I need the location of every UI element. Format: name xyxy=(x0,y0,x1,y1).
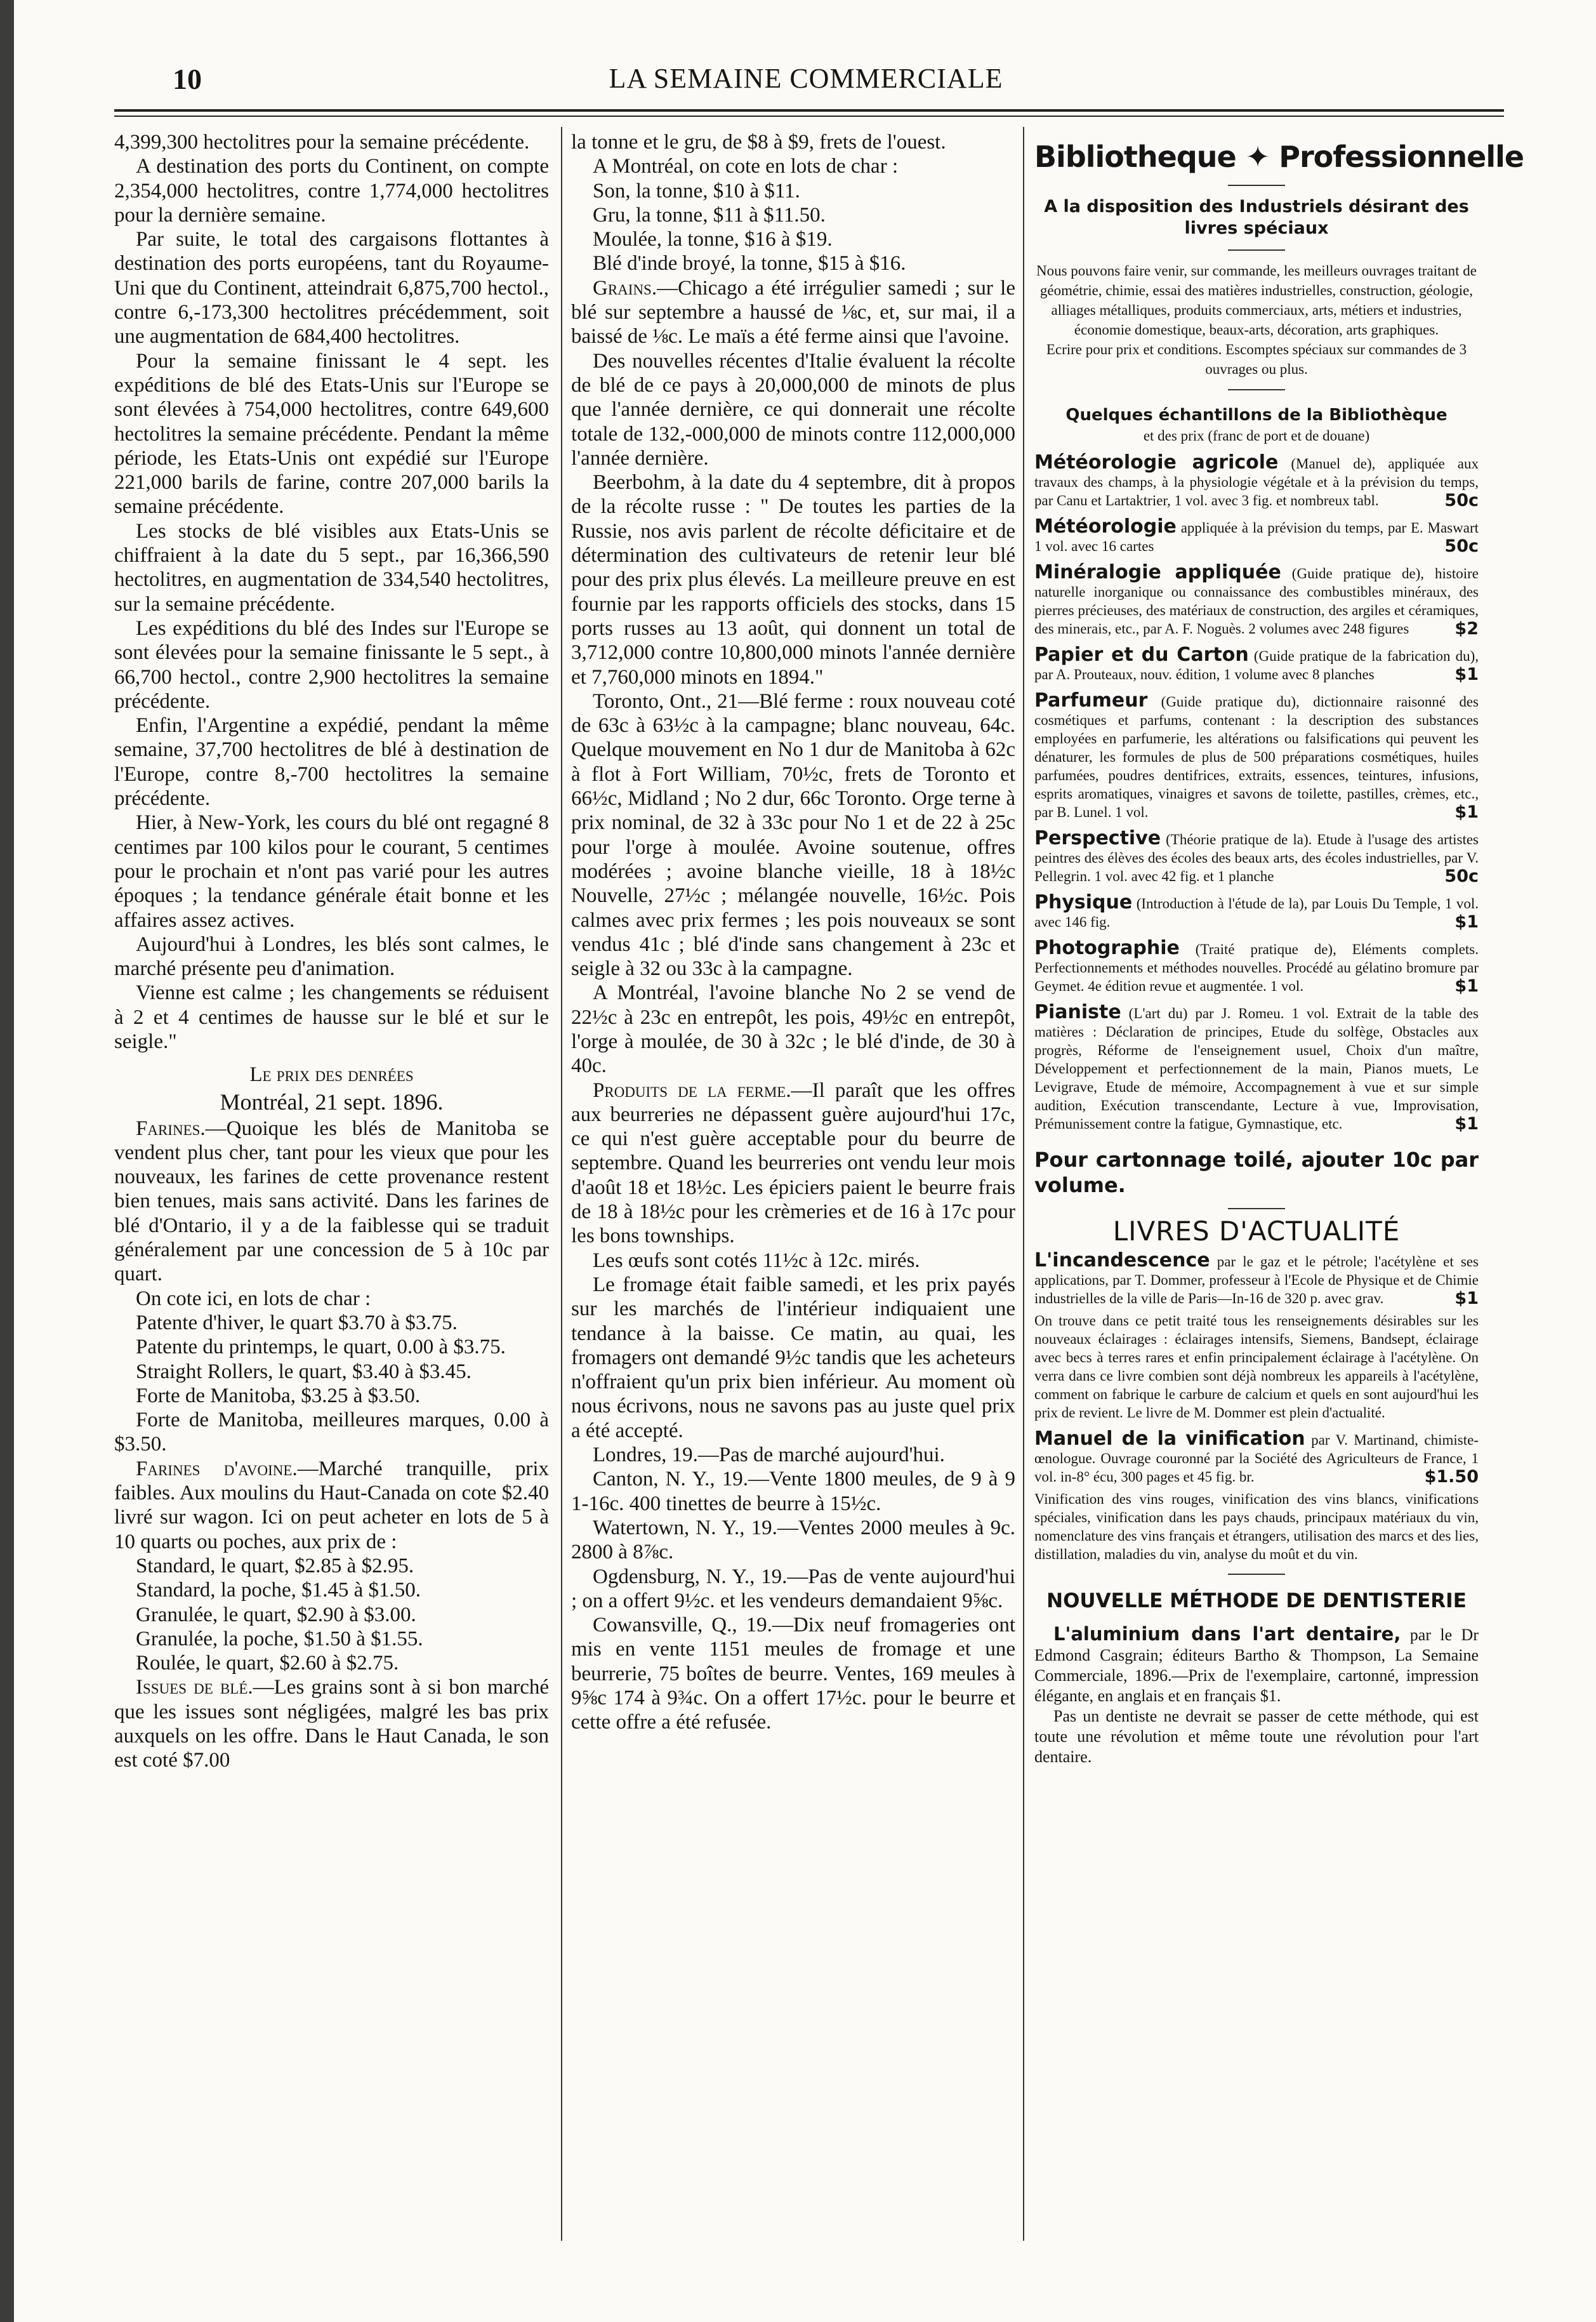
book-entry xyxy=(1034,939,1479,995)
price-line: Granulée, le quart, $2.90 à $3.00. xyxy=(136,1603,416,1626)
book-price: $1 xyxy=(1454,1289,1479,1309)
paragraph: Cowansville, Q., 19.—Dix neuf fromageries ont mis en vente 1151 meules de fromage et une beurrerie, 75 boîtes de beurre. Ventes, 169 meules à 9⅝c 174 à 9¾c. On a offert 17½c. pour le beurre et cette offre a été refusée. xyxy=(571,1614,1015,1734)
run-in-text: —Chicago a été irrégulier samedi ; sur le blé sur septembre a haussé de ⅛c, et, sur mai, il a baissé de ⅛c. Le maïs a été ferme ainsi que l'avoine. xyxy=(571,276,1015,348)
book-price: $1 xyxy=(1454,912,1479,932)
book-entry xyxy=(1034,517,1479,555)
book-description: (Manuel de), appliquée aux travaux des champs, à la physiologie végétale et à la prévision du temps, par Canu et Lartaktrier, 1 vol. avec 3 fig. et nombreux tabl. xyxy=(1034,456,1479,508)
paragraph: Toronto, Ont., 21—Blé ferme : roux nouveau coté de 63c à 63½c à la campagne; blanc nouveau, 64c. Quelque mouvement en No 1 dur de Manitoba à 62c à flot à Fort William, 70½c, frets de Toronto et 66½c, Midland ; No 2 dur, 66c Toronto. Orge terne à prix nominal, de 32 à 33c pour No 1 et de 22 à 25c pour l'orge à moulée. Avoine soutenue, offres modérées ; avoine blanche vieille, 18 à 18½c Nouvelle, 27½c ; mélangée nouvelle, 16½c. Pois calmes avec prix fermes ; les pois nouveaux se sont vendus 41c ; blé d'inde sans changement à 23c et seigle à 32 ou 33c à la campagne. xyxy=(571,689,1015,981)
book-price: $1 xyxy=(1454,976,1479,996)
paragraph: Pour la semaine finissant le 4 sept. les expéditions de blé des Etats-Unis sur l'Europe se sont élevées à 754,000 hectolitres, contre 649,600 hectolitres la semaine précédente. Pendant la même période, les Etats-Unis ont expédié sur l'Europe 221,000 barils de farine, contre 207,000 barils la semaine précédente. xyxy=(114,349,549,519)
price-line: Forte de Manitoba, $3.25 à $3.50. xyxy=(136,1384,421,1407)
run-in-head: Farines. xyxy=(136,1117,206,1140)
price-line: Granulée, la poche, $1.50 à $1.55. xyxy=(136,1627,423,1650)
short-rule xyxy=(1228,1208,1285,1209)
column-1 xyxy=(114,130,549,1773)
book-description: par le Dr Edmond Casgrain; éditeurs Bartho & Thompson, La Semaine Commerciale, 1896.—Prix de l'exemplaire, cartonné, impression élégante, en anglais et en français $1. xyxy=(1034,1625,1479,1705)
book-entry xyxy=(1034,646,1479,684)
short-rule xyxy=(1228,389,1285,390)
column-divider-1 xyxy=(561,127,562,2241)
book-title: Minéralogie appliquée xyxy=(1034,561,1281,583)
paragraph-issues xyxy=(114,1675,549,1772)
price-line: Roulée, le quart, $2.60 à $2.75. xyxy=(136,1652,399,1675)
livres-title: LIVRES D'ACTUALITÉ xyxy=(1112,1216,1401,1247)
header-rule-thin xyxy=(114,116,1504,117)
price-line: Gru, la tonne, $11 à $11.50. xyxy=(593,203,826,227)
book-price: $1 xyxy=(1454,665,1479,684)
library-title: Bibliotheque ✦ Professionnelle xyxy=(1034,140,1524,174)
section-title: Le prix des denrées xyxy=(249,1063,414,1087)
paragraph: Par suite, le total des cargaisons flottantes à destination des ports européens, tant du Royaume-Uni que du Continent, atteindrait 6,875,700 hectol., contre 6,-173,300 hectolitres précédemment, soit une augmentation de 684,400 hectolitres. xyxy=(114,228,549,348)
book-title: Physique xyxy=(1034,891,1133,913)
book-title: Manuel de la vinification xyxy=(1034,1428,1305,1450)
price-line: Standard, le quart, $2.85 à $2.95. xyxy=(136,1554,414,1577)
paragraph: Ogdensburg, N. Y., 19.—Pas de vente aujourd'hui ; on a offert 9½c. et les vendeurs demandaient 9⅝c. xyxy=(571,1565,1015,1612)
page-number: 10 xyxy=(173,63,202,95)
short-rule xyxy=(1228,1574,1285,1575)
paragraph: A destination des ports du Continent, on compte 2,354,000 hectolitres, contre 1,774,000 hectolitres pour la dernière semaine. xyxy=(114,155,549,227)
book-description: appliquée à la prévision du temps, par E. Maswart 1 vol. avec 16 cartes xyxy=(1034,520,1479,554)
book-title: L'aluminium dans l'art dentaire, xyxy=(1053,1622,1401,1645)
book-description: (Théorie pratique de la). Etude à l'usage des artistes peintres des élèves des écoles des beaux arts, des écoles industrielles, par V. Pellegrin. 1 vol. avec 42 fig. et 1 planche xyxy=(1034,832,1479,884)
price-line: Forte de Manitoba, meilleures marques, 0.00 à $3.50. xyxy=(114,1409,549,1456)
price-line: Patente du printemps, le quart, 0.00 à $3.75. xyxy=(136,1336,506,1359)
run-in-head: Issues de blé. xyxy=(136,1676,253,1699)
short-rule xyxy=(1228,249,1285,251)
book-entry xyxy=(1034,829,1479,886)
book-description: (Guide pratique de la fabrication du), par A. Prouteaux, nouv. édition, 1 volume avec 8 planches xyxy=(1034,648,1479,682)
paragraph: 4,399,300 hectolitres pour la semaine précédente. xyxy=(114,131,530,154)
paragraph: Des nouvelles récentes d'Italie évaluent la récolte de blé de ce pays à 20,000,000 de minots de plus que l'année dernière, ce qui donnerait une récolte totale de 132,-000,000 de minots contre 112,000,000 l'année dernière. xyxy=(571,349,1015,470)
column-2 xyxy=(571,130,1015,1735)
dentisterie-title: NOUVELLE MÉTHODE DE DENTISTERIE xyxy=(1046,1589,1467,1613)
book-entry xyxy=(1034,1430,1479,1563)
book-description: (Guide pratique de), histoire naturelle inorganique ou connaissance des combustibles minéraux, des pierres précieuses, des matériaux de construction, des argiles et céramiques, des minerais, etc., par A. F. Noguès. 2 volumes avec 248 figures xyxy=(1034,566,1479,637)
book-description: (L'art du) par J. Romeu. 1 vol. Extrait de la table des matières : Déclaration de principes, Etude du solfège, Obstacles aux progrès, Réforme de l'enseignement usuel, Choix d'un maître, Développement et perfectionnement de la main, Pianos muets, Le Levigrave, Etude de mémoire, Accompagnement à vue et sur simple audition, Exécution transcendante, Lecture à vue, Improvisation, Prémunissement contre la fatigue, Gymnastique, etc. xyxy=(1034,1005,1479,1132)
paragraph: la tonne et le gru, de $8 à $9, frets de l'ouest. xyxy=(571,131,946,154)
paragraph: A Montréal, on cote en lots de char : xyxy=(593,155,899,178)
paragraph: Enfin, l'Argentine a expédié, pendant la même semaine, 37,700 hectolitres de blé à destination de l'Europe, contre 8,-700 hectolitres la semaine précédente. xyxy=(114,714,549,811)
price-line: Blé d'inde broyé, la tonne, $15 à $16. xyxy=(593,252,906,275)
run-in-head: Produits de la ferme. xyxy=(593,1078,791,1102)
dateline: Montréal, 21 sept. 1896. xyxy=(220,1089,444,1115)
book-title: Perspective xyxy=(1034,827,1161,849)
paragraph: Londres, 19.—Pas de marché aujourd'hui. xyxy=(593,1443,945,1467)
price-line: Patente d'hiver, le quart $3.70 à $3.75. xyxy=(136,1311,458,1334)
samples-title: Quelques échantillons de la Bibliothèque xyxy=(1065,406,1448,425)
book-title: Photographie xyxy=(1034,937,1180,959)
paragraph-grains xyxy=(571,276,1015,349)
paragraph: Hier, à New-York, les cours du blé ont regagné 8 centimes par 100 kilos pour le courant, 5 centimes pour le prochain et n'ont pas varié pour les autres époques ; la tendance générale était bonne et les affaires assez actives. xyxy=(114,811,549,932)
run-in-head: Farines d'avoine. xyxy=(136,1457,298,1480)
paragraph-avoine xyxy=(114,1457,549,1554)
run-in-text: —Quoique les blés de Manitoba se vendent plus cher, tant pour les vieux que pour les nouveaux, les farines de cette provenance restent bien tenues, mais sans activité. Dans les farines de blé d'Ontario, il y a de la faiblesse qui se traduit généralement par une concession de 5 à 10c par quart. xyxy=(114,1117,549,1286)
book-price: 50c xyxy=(1444,491,1479,510)
price-line: Moulée, la tonne, $16 à $19. xyxy=(593,228,833,251)
paragraph: Canton, N. Y., 19.—Vente 1800 meules, de 9 à 9 1-16c. 400 tinettes de beurre à 15½c. xyxy=(571,1468,1015,1515)
book-description: par le gaz et le pétrole; l'acétylène et ses applications, par T. Dommer, professeur à l'Ecole de Physique et de Chimie industrielles de la ville de Paris—In-16 de 320 p. avec grav. xyxy=(1034,1254,1479,1307)
scan-left-edge xyxy=(0,0,14,2322)
library-intro: Nous pouvons faire venir, sur commande, les meilleurs ouvrages traitant de géométrie, chimie, essai des matières industrielles, construction, géologie, alliages métalliques, produits commerciaux, arts, métiers et industries, économie domestique, beaux-arts, décoration, arts graphiques. xyxy=(1036,263,1477,338)
book-summary: On trouve dans ce petit traité tous les renseignements désirables sur les nouveaux éclairages : éclairages intensifs, Siemens, Bandsept, éclairage avec becs à terres rares et enfin principalement éclairage à l'acétylène. On verra dans ce livre combien sont déjà nombreux les appareils à l'acétylène, comment on fabrique le carbure de calcium et quels en sont aujourd'hui les prix de revient. Le livre de M. Dommer est plein d'actualité. xyxy=(1034,1313,1479,1421)
run-in-text: —Les grains sont à si bon marché que les issues sont négligées, malgré les bas prix auxquels on les offre. Dans le Haut Canada, le son est coté $7.00 xyxy=(114,1676,549,1772)
book-title: L'incandescence xyxy=(1034,1249,1210,1272)
book-description: (Guide pratique du), dictionnaire raisonné des cosmétiques et parfums, contenant : la description des substances employées en parfumerie, les altérations ou falsifications qui peuvent les dénaturer, les formules de plus de 500 préparations cosmétiques, huiles parfumées, poudres dentifrices, extraits, essences, teintures, infusions, esprits aromatiques, vinaigres et savons de toilette, pastilles, crèmes, etc., par B. Lunel. 1 vol. xyxy=(1034,694,1479,820)
price-line: Son, la tonne, $10 à $11. xyxy=(593,179,800,202)
paragraph: On cote ici, en lots de char : xyxy=(136,1287,371,1310)
paragraph: Le fromage était faible samedi, et les prix payés sur les marchés de l'intérieur indiquaient une tendance à la baisse. Ce matin, au quai, les fromagers ont demandé 9½c tandis que les acheteurs n'offraient qu'un prix bien inférieur. Au moment où nous écrivons, nous ne savons pas au juste quel prix a été accepté. xyxy=(571,1273,1015,1442)
book-title: Papier et du Carton xyxy=(1034,644,1249,666)
paragraph: A Montréal, l'avoine blanche No 2 se vend de 22½c à 23c en entrepôt, les pois, 49½c en entrepôt, l'orge à moulée, de 30 à 32c ; le blé d'inde, de 30 à 40c. xyxy=(571,981,1015,1078)
book-entry xyxy=(1034,453,1479,510)
column-3-advertisement xyxy=(1034,130,1524,1767)
price-line: Standard, la poche, $1.45 à $1.50. xyxy=(136,1579,421,1602)
newspaper-title: LA SEMAINE COMMERCIALE xyxy=(609,63,1003,94)
book-price: 50c xyxy=(1444,866,1479,886)
samples-note: et des prix (franc de port et de douane) xyxy=(1143,428,1370,444)
page-header xyxy=(114,62,1498,107)
cartonnage-note: Pour cartonnage toilé, ajouter 10c par volume. xyxy=(1034,1148,1479,1197)
book-summary: Pas un dentiste ne devrait se passer de cette méthode, qui est toute une révolution et même toute une révolution pour l'art dentaire. xyxy=(1034,1706,1479,1766)
book-price: $1 xyxy=(1454,802,1479,822)
column-divider-2 xyxy=(1023,127,1024,2241)
aluminium-entry xyxy=(1034,1624,1479,1767)
book-description: (Traité pratique de), Eléments complets. Perfectionnements et méthodes nouvelles. Procédé au gélatino bromure par Geymet. 4e édition revue et augmentée. 1 vol. xyxy=(1034,941,1479,994)
paragraph-farines xyxy=(114,1117,549,1287)
book-description: (Introduction à l'étude de la), par Louis Du Temple, 1 vol. avec 146 fig. xyxy=(1034,896,1479,930)
book-price: $1 xyxy=(1454,1114,1479,1134)
book-summary: Vinification des vins rouges, vinification des vins blancs, vinifications spéciales, vinification dans les pays chauds, principaux matériaux du vin, nomenclature des vins français et étrangers, utilisation des marcs et des lies, distillation, maladies du vin, analyse du moût et du vin. xyxy=(1034,1491,1479,1563)
book-entry xyxy=(1034,1003,1479,1133)
paragraph: Vienne est calme ; les changements se réduisent à 2 et 4 centimes de hausse sur le blé et sur le seigle." xyxy=(114,981,549,1053)
paragraph: Beerbohm, à la date du 4 septembre, dit à propos de la récolte russe : " De toutes les parties de la Russie, nos avis parlent de récolte déficitaire et de détermination des cultivateurs de retenir leur blé pour des prix plus élevés. La meilleure preuve en est fournie par les rapports officiels des stocks, dans 15 ports russes au 13 août, qui donnent un total de 3,712,000 contre 10,800,000 minots l'année dernière et 7,760,000 minots en 1894." xyxy=(571,471,1015,689)
run-in-head: Grains. xyxy=(593,276,657,300)
paragraph-ferme xyxy=(571,1078,1015,1249)
paragraph: Watertown, N. Y., 19.—Ventes 2000 meules à 9c. 2800 à 8⅞c. xyxy=(571,1516,1015,1564)
book-price: $2 xyxy=(1454,619,1479,639)
paragraph: Les expéditions du blé des Indes sur l'Europe se sont élevées pour la semaine finissante le 5 sept., à 66,700 hectol., contre 2,900 hectolitres la semaine précédente. xyxy=(114,616,549,713)
book-description: par V. Martinand, chimiste-œnologue. Ouvrage couronné par la Société des Agriculteurs de France, 1 vol. in-8° écu, 300 pages et 45 fig. br. xyxy=(1034,1432,1479,1485)
book-entry xyxy=(1034,691,1479,821)
run-in-text: —Marché tranquille, prix faibles. Aux moulins du Haut-Canada on cote $2.40 livré sur wagon. Ici on peut acheter en lots de 5 à 10 quarts ou poches, aux prix de : xyxy=(114,1457,550,1553)
run-in-text: —Il paraît que les offres aux beurreries ne dépassent guère aujourd'hui 17c, ce qui n'est guère acceptable pour du beurre de septembre. Quand les beurreries ont vendu leur mois d'août 18 et 18½c. Les épiciers paient le beurre frais de 18 à 18½c pour les crèmeries et de 16 à 17c pour les bons townships. xyxy=(571,1078,1015,1248)
paragraph: Les stocks de blé visibles aux Etats-Unis se chiffraient à la date du 5 sept., par 16,366,590 hectolitres, en augmentation de 334,540 hectolitres, sur la semaine précédente. xyxy=(114,519,549,616)
book-entry xyxy=(1034,893,1479,931)
paragraph: Aujourd'hui à Londres, les blés sont calmes, le marché présente peu d'animation. xyxy=(114,932,549,981)
header-rule-thick xyxy=(114,109,1504,112)
short-rule xyxy=(1228,185,1285,186)
library-subtitle: A la disposition des Industriels désirant des livres spéciaux xyxy=(1044,197,1469,238)
book-title: Météorologie xyxy=(1034,515,1177,538)
book-price: $1.50 xyxy=(1424,1467,1479,1487)
book-title: Parfumeur xyxy=(1034,689,1148,712)
book-title: Pianiste xyxy=(1034,1001,1121,1023)
book-entry xyxy=(1034,1251,1479,1422)
price-line: Straight Rollers, le quart, $3.40 à $3.45. xyxy=(136,1360,472,1383)
library-intro-2: Ecrire pour prix et conditions. Escomptes spéciaux sur commandes de 3 ouvrages ou plus. xyxy=(1046,342,1467,377)
book-title: Météorologie agricole xyxy=(1034,451,1279,474)
book-price: 50c xyxy=(1444,536,1479,556)
book-entry xyxy=(1034,563,1479,638)
paragraph: Les œufs sont cotés 11½c à 12c. mirés. xyxy=(593,1249,920,1272)
